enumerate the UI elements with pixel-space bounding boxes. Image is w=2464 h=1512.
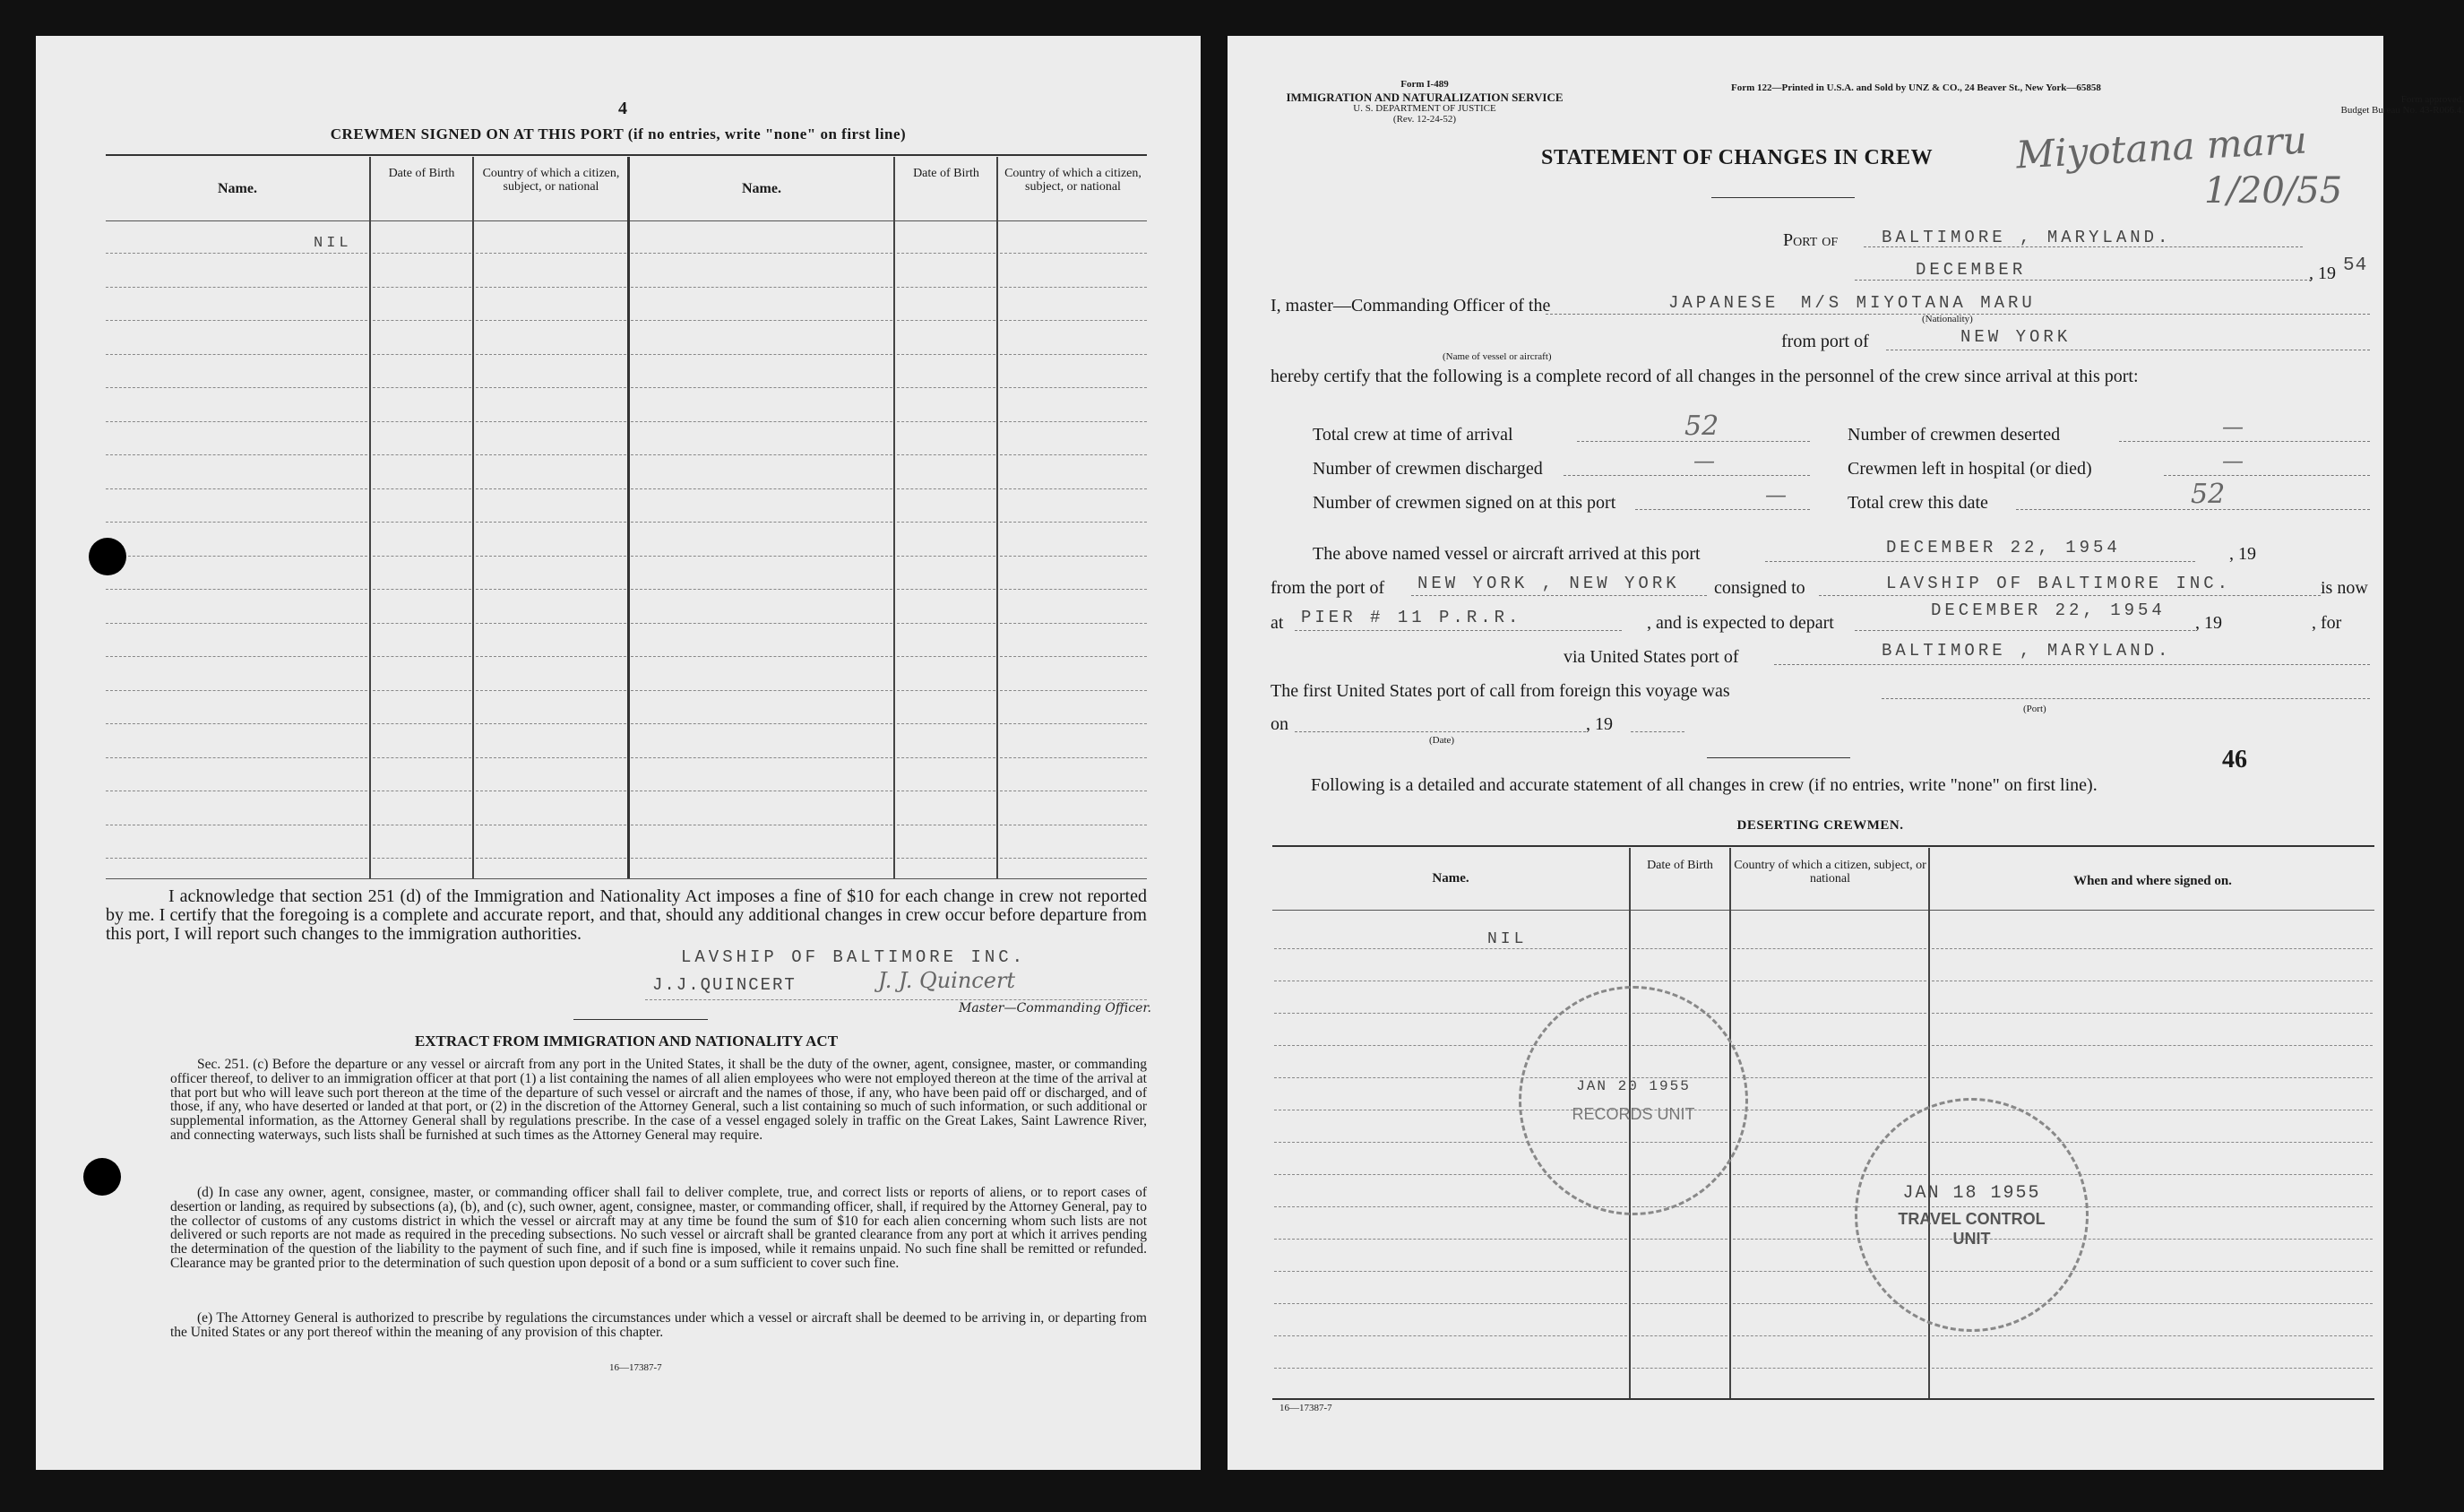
table-ruling-line (1000, 656, 1147, 657)
certify-text: hereby certify that the following is a complete record of all changes in the personnel of the crew since arrival at this port: (1271, 367, 2139, 386)
table-ruling-line (1274, 1239, 1627, 1240)
table-ruling-line (631, 354, 892, 355)
page-mark: 46 (2222, 746, 2247, 773)
nationality-value: JAPANESE (1668, 293, 1779, 313)
deserting-nil-entry: NIL (1487, 930, 1528, 948)
extract-divider (573, 1019, 708, 1020)
table-ruling-line (1274, 1206, 1627, 1207)
table-ruling-line (1633, 948, 1727, 949)
table-ruling-line (631, 454, 892, 455)
total-today-label: Total crew this date (1848, 493, 1988, 513)
section-divider (1707, 757, 1850, 758)
agent-name: LAVSHIP OF BALTIMORE INC. (681, 947, 1027, 967)
first-port-fill (1882, 698, 2370, 699)
first-port-label: The first United States port of call from foreign this voyage was (1271, 681, 1730, 701)
port-label: Port of (1783, 230, 1839, 250)
table-ruling-line (897, 287, 995, 288)
table-ruling-line (631, 320, 892, 321)
table-ruling-line (373, 690, 471, 691)
for-label: , for (2312, 613, 2342, 633)
table-ruling-line (373, 858, 471, 859)
travel-control-stamp (1855, 1098, 2089, 1332)
on-year-fill (1631, 731, 1684, 732)
consigned-value: LAVSHIP OF BALTIMORE INC. (1886, 574, 2232, 593)
discharged-fill (1564, 475, 1810, 476)
header-dob-2: Date of Birth (913, 167, 979, 180)
table-ruling-line (1932, 1013, 2373, 1014)
handwritten-vessel-note: Miyotana maru (2014, 117, 2308, 177)
table-ruling-line (373, 757, 471, 758)
col-divider (369, 157, 371, 878)
left-page (36, 36, 1201, 1470)
travel-stamp-date: JAN 18 1955 (1902, 1183, 2041, 1204)
table-ruling-line (1000, 454, 1147, 455)
desert-header-name: Name. (1432, 871, 1469, 886)
law-section-c: Sec. 251. (c) Before the departure or any vessel or aircraft from any port in the United States, it shall be the duty of the owner, agent, consignee, master, or commanding officer thereof, to deliver to an immigration officer at that port (1) a list containing the names of all alien employees who were not employed thereon at the time of the arrival at that port but who will leave such port thereon at the time of the departure of such vessel or aircraft and the names of those, if any, who have been paid off or discharged, and of those, if any, who have deserted or landed at that port, or (2) in the discretion of the Attorney General, such a list containing so much of such information, or such additional or supplemental information, as the Attorney General shall by regulations prescribe. In the case of a vessel engaged solely in traffic on the Great Lakes, Saint Lawrence River, and connecting waterways, such lists shall be furnished at such times as the Attorney General may require. (170, 1057, 1147, 1143)
table-ruling-line (476, 454, 626, 455)
form-title: STATEMENT OF CHANGES IN CREW (1541, 146, 1934, 169)
table-ruling-line (373, 522, 471, 523)
table-ruling-line (1633, 1239, 1727, 1240)
on-fill (1295, 731, 1586, 732)
table-ruling-line (1000, 589, 1147, 590)
table-ruling-line (373, 421, 471, 422)
table-ruling-line (106, 320, 367, 321)
from-value: NEW YORK , NEW YORK (1417, 574, 1680, 593)
hospital-fill (2164, 475, 2370, 476)
table-bottom-rule (106, 878, 1147, 879)
from-fill (1411, 595, 1707, 596)
table-ruling-line (373, 320, 471, 321)
right-page (1228, 36, 2464, 1470)
deserted-label: Number of crewmen deserted (1848, 425, 2061, 445)
table-ruling-line (373, 387, 471, 388)
at-fill (1295, 630, 1622, 631)
table-ruling-line (106, 723, 367, 724)
form-number: Form I-489 (1400, 79, 1449, 90)
records-stamp-label: RECORDS UNIT (1572, 1105, 1695, 1123)
table-ruling-line (1000, 858, 1147, 859)
table-ruling-line (106, 488, 367, 489)
table-ruling-line (631, 623, 892, 624)
table-ruling-line (631, 387, 892, 388)
table-ruling-line (1932, 1335, 2373, 1336)
col-divider (996, 157, 998, 878)
table-ruling-line (1000, 757, 1147, 758)
signed-on-fill (1635, 509, 1810, 510)
table-ruling-line (373, 253, 471, 254)
deserted-fill (2119, 441, 2370, 442)
table-ruling-line (897, 589, 995, 590)
signature-line (645, 999, 1147, 1000)
arrived-label: The above named vessel or aircraft arrived at this port (1313, 544, 1701, 564)
table-ruling-line (631, 656, 892, 657)
table-ruling-line (106, 656, 367, 657)
table-ruling-line (1000, 522, 1147, 523)
consigned-label: consigned to (1714, 578, 1805, 598)
table-ruling-line (106, 690, 367, 691)
discharged-label: Number of crewmen discharged (1313, 459, 1543, 479)
from-port-label: from port of (1781, 332, 1869, 351)
department-name: U. S. DEPARTMENT OF JUSTICE (1353, 103, 1496, 114)
table-ruling-line (1733, 1045, 1926, 1046)
table-ruling-line (1274, 1368, 1627, 1369)
table-ruling-line (631, 589, 892, 590)
table-ruling-line (1000, 387, 1147, 388)
col-divider (893, 157, 895, 878)
arrived-value: DECEMBER 22, 1954 (1886, 538, 2121, 557)
table-ruling-line (631, 556, 892, 557)
table-ruling-line (897, 488, 995, 489)
depart-label: , and is expected to depart (1647, 613, 1834, 633)
table-top-rule (106, 154, 1147, 156)
table-ruling-line (106, 287, 367, 288)
table-ruling-line (1932, 948, 2373, 949)
table-ruling-line (373, 623, 471, 624)
table-ruling-line (1000, 421, 1147, 422)
table-ruling-line (476, 723, 626, 724)
extract-title: EXTRACT FROM IMMIGRATION AND NATIONALITY ACT (414, 1032, 839, 1050)
crew-signed-on-title: CREWMEN SIGNED ON AT THIS PORT (if no entries, write "none" on first line) (330, 125, 907, 143)
table-ruling-line (1932, 1368, 2373, 1369)
punch-hole (89, 538, 126, 575)
table-ruling-line (897, 623, 995, 624)
table-ruling-line (106, 858, 367, 859)
table-ruling-line (897, 421, 995, 422)
table-ruling-line (897, 387, 995, 388)
table-ruling-line (897, 858, 995, 859)
table-ruling-line (106, 522, 367, 523)
page-number: 4 (618, 99, 627, 118)
table-ruling-line (897, 522, 995, 523)
table-ruling-line (1733, 1077, 1926, 1078)
table-ruling-line (631, 421, 892, 422)
table-ruling-line (373, 354, 471, 355)
signer-name: J.J.QUINCERT (652, 975, 797, 995)
table-ruling-line (1000, 488, 1147, 489)
table-ruling-line (476, 488, 626, 489)
desert-header-bottom (1272, 910, 2374, 911)
table-ruling-line (476, 253, 626, 254)
table-ruling-line (897, 690, 995, 691)
depart-value: DECEMBER 22, 1954 (1931, 600, 2166, 620)
arrived-fill (1765, 561, 2195, 562)
header-name-2: Name. (742, 181, 781, 196)
depart-year: , 19 (2195, 613, 2222, 633)
total-crew-label: Total crew at time of arrival (1313, 425, 1513, 445)
table-ruling-line (897, 320, 995, 321)
law-section-d: (d) In case any owner, agent, consignee, master, or commanding officer shall fail to deliver complete, true, and correct lists or reports of aliens, or to report cases of desertion or landing, as required by subsections (a), (b), and (c), such owner, agent, consignee, master, or commanding officer, shall, if required by the Attorney General, pay to the collector of customs of any customs district in which the vessel or aircraft may at any time be found the sum of $10 for each alien concerning whom such lists are not delivered or such reports are not made as required in the preceding subsections. No such vessel or aircraft shall be granted clearance from any port at which it arrives pending the determination of the question of the liability to the payment of such fine, and if such fine is imposed, while it remains unpaid. No such fine shall be remitted or refunded. Clearance may be granted prior to the determination of such question upon deposit of a bond or a sum sufficient to cover such fine. (170, 1185, 1147, 1271)
table-ruling-line (106, 757, 367, 758)
desert-header-country: Country of which a citizen, subject, or national (1734, 859, 1926, 886)
year-prefix: , 19 (2309, 264, 2336, 283)
table-ruling-line (476, 656, 626, 657)
acknowledgment-text: I acknowledge that section 251 (d) of the Immigration and Nationality Act imposes a fine of $10 for each change in crew not reported by me. I certify that the foregoing is a complete and accurate report, and that, should any additional changes in crew occur before departure from this port, I will report such changes to the immigration authorities. (106, 886, 1147, 944)
table-ruling-line (631, 723, 892, 724)
col-divider-center (627, 157, 630, 878)
hospital-value: — (2222, 448, 2244, 473)
table-ruling-line (897, 723, 995, 724)
table-ruling-line (1000, 287, 1147, 288)
signature-caption: Master—Commanding Officer. (959, 1001, 1151, 1015)
records-stamp-date: JAN 20 1955 (1576, 1078, 1691, 1094)
table-ruling-line (106, 354, 367, 355)
table-ruling-line (106, 623, 367, 624)
at-label: at (1271, 613, 1284, 633)
table-ruling-line (373, 556, 471, 557)
table-ruling-line (106, 589, 367, 590)
table-ruling-line (1274, 1271, 1627, 1272)
crew-nil-entry: NIL (314, 235, 352, 252)
desert-table-top (1272, 845, 2374, 847)
table-ruling-line (106, 387, 367, 388)
table-ruling-line (1000, 556, 1147, 557)
table-ruling-line (1932, 1045, 2373, 1046)
vessel-caption: (Name of vessel or aircraft) (1443, 351, 1552, 362)
table-ruling-line (1000, 623, 1147, 624)
table-ruling-line (631, 757, 892, 758)
is-now-label: is now (2321, 578, 2368, 598)
table-ruling-line (476, 589, 626, 590)
form-approved: Form approved. (2400, 94, 2464, 105)
date-caption: (Date) (1429, 735, 1455, 746)
from-label: from the port of (1271, 578, 1385, 598)
table-ruling-line (631, 488, 892, 489)
table-ruling-line (476, 623, 626, 624)
punch-hole (83, 1158, 121, 1196)
header-name-1: Name. (218, 181, 257, 196)
table-ruling-line (1733, 1335, 1926, 1336)
consigned-fill (1819, 595, 2321, 596)
month-fill (1855, 280, 2312, 281)
form-revision: (Rev. 12-24-52) (1392, 114, 1457, 125)
table-ruling-line (631, 287, 892, 288)
table-ruling-line (476, 421, 626, 422)
table-ruling-line (1733, 948, 1926, 949)
deserted-value: — (2222, 414, 2244, 439)
signed-on-value: — (1765, 482, 1787, 507)
via-value: BALTIMORE , MARYLAND. (1882, 641, 2172, 661)
desert-table-bottom (1272, 1398, 2374, 1400)
table-ruling-line (476, 320, 626, 321)
table-ruling-line (476, 556, 626, 557)
title-divider (1711, 197, 1855, 198)
records-unit-stamp (1519, 986, 1748, 1215)
printer-line: Form 122—Printed in U.S.A. and Sold by UNZ & CO., 24 Beaver St., New York—65858 (1731, 82, 2101, 93)
table-ruling-line (1633, 1368, 1727, 1369)
left-footer-code: 16—17387-7 (609, 1362, 662, 1373)
table-ruling-line (1633, 1303, 1727, 1304)
port-value: BALTIMORE , MARYLAND. (1882, 228, 2172, 247)
table-ruling-line (1000, 690, 1147, 691)
total-crew-value: 52 (1684, 410, 1719, 442)
table-ruling-line (631, 253, 892, 254)
table-ruling-line (897, 354, 995, 355)
on-year: , 19 (1586, 714, 1613, 734)
table-ruling-line (1274, 948, 1627, 949)
table-ruling-line (1000, 253, 1147, 254)
table-ruling-line (1274, 1303, 1627, 1304)
total-today-value: 52 (2191, 479, 2226, 510)
header-country-1: Country of which a citizen, subject, or national (482, 167, 620, 194)
table-ruling-line (373, 589, 471, 590)
table-ruling-line (373, 287, 471, 288)
port-caption: (Port) (2023, 704, 2046, 714)
table-ruling-line (476, 858, 626, 859)
law-section-e: (e) The Attorney General is authorized to prescribe by regulations the circumstances under which a vessel or aircraft shall be deemed to be arriving in, or departing from the United States or any port thereof within the meaning of any provision of this chapter. (170, 1310, 1147, 1340)
via-fill (1774, 664, 2370, 665)
header-bottom-rule (106, 220, 1147, 221)
col-divider (472, 157, 474, 878)
depart-fill (1855, 630, 2195, 631)
table-ruling-line (1633, 1271, 1727, 1272)
header-dob-1: Date of Birth (388, 167, 455, 180)
table-ruling-line (1000, 723, 1147, 724)
table-ruling-line (106, 421, 367, 422)
year-value: 54 (2343, 255, 2368, 276)
at-value: PIER # 11 P.R.R. (1301, 608, 1522, 627)
deserting-title: DESERTING CREWMEN. (1736, 818, 1904, 833)
table-ruling-line (897, 253, 995, 254)
agency-name: IMMIGRATION AND NATURALIZATION SERVICE (1286, 91, 1564, 104)
table-ruling-line (106, 454, 367, 455)
table-ruling-line (476, 522, 626, 523)
desert-header-when: When and where signed on. (2073, 874, 2232, 888)
month-value: DECEMBER (1916, 260, 2027, 280)
master-signature: J. J. Quincert (878, 968, 1016, 993)
table-ruling-line (1000, 354, 1147, 355)
discharged-value: — (1693, 448, 1715, 473)
table-ruling-line (476, 690, 626, 691)
right-footer-code: 16—17387-7 (1279, 1403, 1332, 1413)
handwritten-date: 1/20/55 (2204, 170, 2343, 212)
hospital-label: Crewmen left in hospital (or died) (1848, 459, 2092, 479)
table-ruling-line (373, 454, 471, 455)
travel-stamp-unit: UNIT (1952, 1230, 1991, 1248)
table-ruling-line (373, 656, 471, 657)
travel-stamp-label: TRAVEL CONTROL (1898, 1210, 2046, 1228)
table-ruling-line (631, 690, 892, 691)
table-ruling-line (1932, 1077, 2373, 1078)
table-ruling-line (897, 656, 995, 657)
header-country-2: Country of which a citizen, subject, or national (1004, 167, 1142, 194)
following-text: Following is a detailed and accurate statement of all changes in crew (if no entries, write "none" on first line). (1311, 775, 2098, 795)
table-ruling-line (897, 454, 995, 455)
nationality-caption: (Nationality) (1922, 314, 1973, 324)
table-ruling-line (106, 253, 367, 254)
desert-header-dob: Date of Birth (1647, 859, 1713, 872)
table-ruling-line (631, 858, 892, 859)
budget-bureau: Budget Bureau No. 43-R066.4. (2340, 105, 2464, 116)
arrived-year: , 19 (2229, 544, 2256, 564)
signed-on-label: Number of crewmen signed on at this port (1313, 493, 1616, 513)
table-ruling-line (373, 723, 471, 724)
table-ruling-line (1000, 320, 1147, 321)
table-ruling-line (476, 387, 626, 388)
from-port-value: NEW YORK (1960, 327, 2072, 347)
table-ruling-line (106, 556, 367, 557)
table-ruling-line (1274, 1335, 1627, 1336)
master-label: I, master—Commanding Officer of the (1271, 296, 1551, 315)
table-ruling-line (476, 287, 626, 288)
via-label: via United States port of (1564, 647, 1739, 667)
table-ruling-line (1733, 1013, 1926, 1014)
table-ruling-line (1633, 1335, 1727, 1336)
table-ruling-line (897, 757, 995, 758)
table-ruling-line (476, 354, 626, 355)
table-ruling-line (373, 488, 471, 489)
table-ruling-line (897, 556, 995, 557)
table-ruling-line (631, 522, 892, 523)
table-ruling-line (476, 757, 626, 758)
on-label: on (1271, 714, 1288, 734)
table-ruling-line (1733, 1368, 1926, 1369)
vessel-value: M/S MIYOTANA MARU (1801, 293, 2036, 313)
